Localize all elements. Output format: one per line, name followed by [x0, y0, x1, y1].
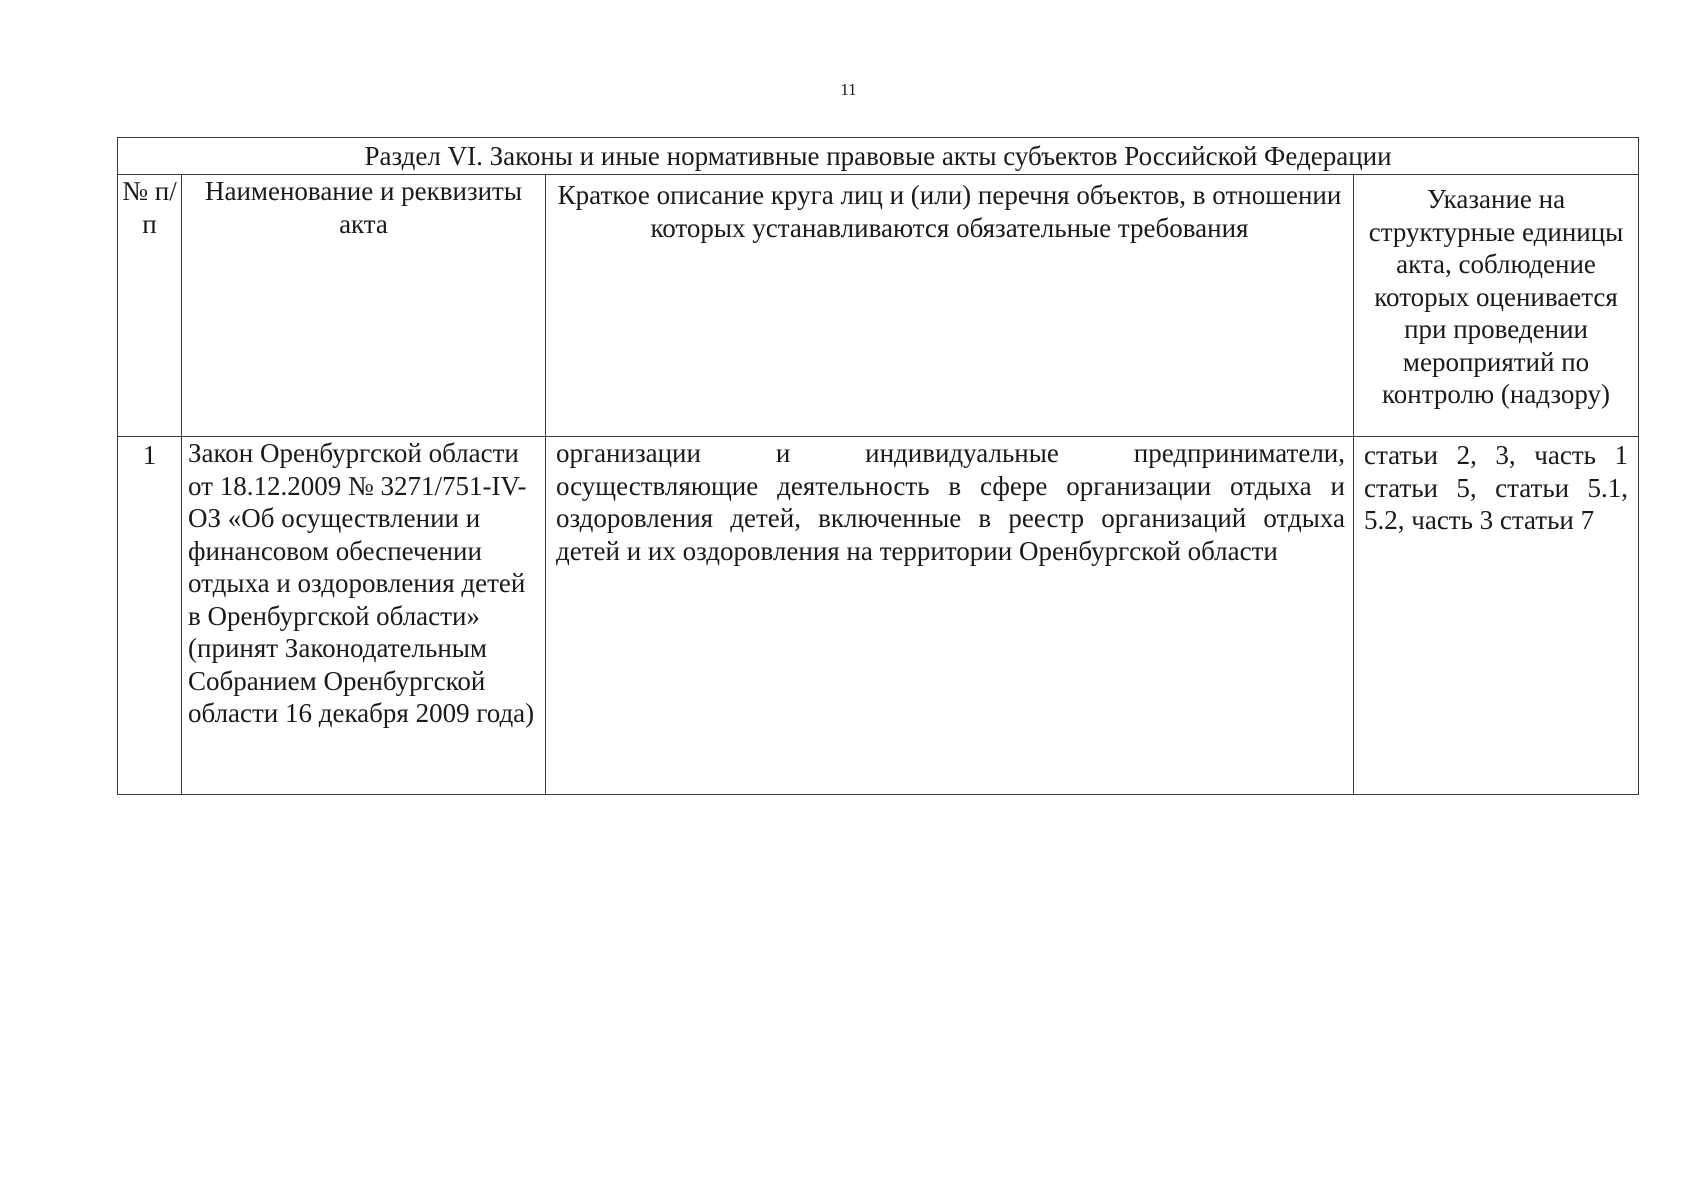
row-description: организации и индивидуальные предприниматели, осуществляющие деятельность в сфере организации отдыха и оздоровления детей, включенные в реестр организаций отдыха детей и их оздоровления на территории Оренбургской области [546, 437, 1354, 795]
header-units: Указание на структурные единицы акта, соблюдение которых оценивается при проведении мероприятий по контролю (надзору) [1354, 175, 1639, 437]
row-num: 1 [118, 437, 182, 795]
page-number: 11 [840, 80, 857, 99]
section-title-row [118, 138, 1639, 175]
table-row [118, 437, 1639, 795]
table-header-row [118, 175, 1639, 437]
acts-table [117, 137, 1639, 795]
row-structural-units: статьи 2, 3, часть 1 статьи 5, статьи 5.1, 5.2, часть 3 статьи 7 [1354, 437, 1639, 795]
header-name: Наименование и реквизиты акта [182, 175, 546, 437]
row-act-name: Закон Оренбургской области от 18.12.2009 № 3271/751-IV-ОЗ «Об осуществлении и финансовом обеспечении отдыха и оздоровления детей в Оренбургской области» (принят Законодательным Собранием Оренбургской области 16 декабря 2009 года) [182, 437, 546, 795]
section-title: Раздел VI. Законы и иные нормативные правовые акты субъектов Российской Федерации [118, 138, 1639, 175]
header-description: Краткое описание круга лиц и (или) перечня объектов, в отношении которых устанавливаются обязательные требования [546, 175, 1354, 437]
header-num: № п/п [118, 175, 182, 437]
